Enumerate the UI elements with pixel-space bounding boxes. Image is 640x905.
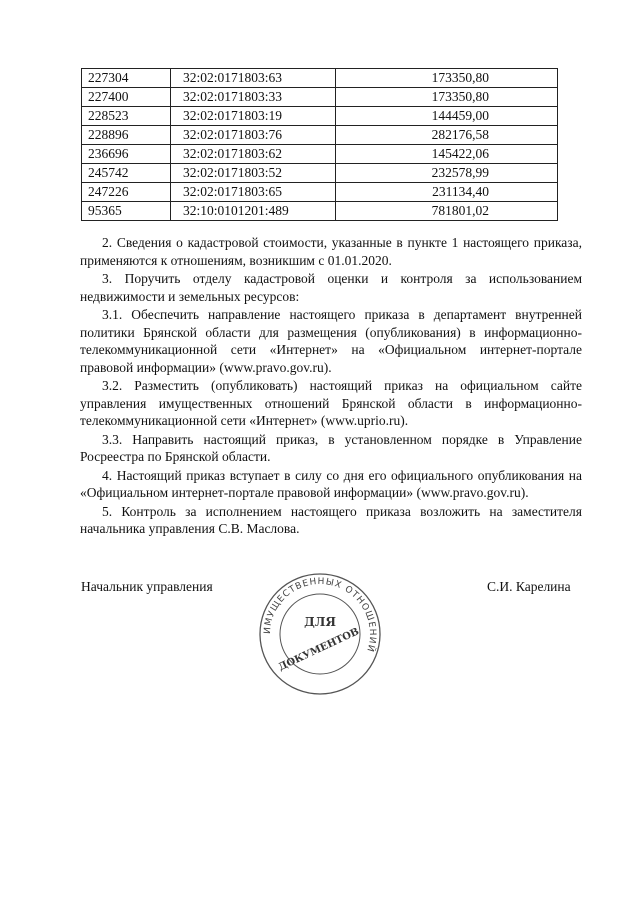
- row-number-cell: 236696: [82, 145, 171, 164]
- paragraph-2: 2. Сведения о кадастровой стоимости, указанные в пункте 1 настоящего приказа, применяются к отношениям, возникшим с 01.01.2020.: [80, 235, 582, 268]
- cadastral-value-cell: 173350,80: [336, 88, 558, 107]
- paragraph-4: 4. Настоящий приказ вступает в силу со дня его официального опубликования на «Официальном интернет-портале правовой информации» (www.pravo.gov.ru).: [80, 467, 582, 500]
- cadastral-value-cell: 231134,40: [336, 183, 558, 202]
- paragraph-3: 3. Поручить отделу кадастровой оценки и контроля за использованием недвижимости и земельных ресурсов:: [80, 271, 582, 304]
- cadastral-number-cell: 32:02:0171803:19: [171, 107, 336, 126]
- cadastral-value-cell: 232578,99: [336, 164, 558, 183]
- cadastral-number-cell: 32:02:0171803:76: [171, 126, 336, 145]
- cadastral-number-cell: 32:10:0101201:489: [171, 202, 336, 221]
- paragraph-5: 5. Контроль за исполнением настоящего приказа возложить на заместителя начальника управления С.В. Маслова.: [80, 503, 582, 536]
- table-row: [82, 164, 558, 183]
- cadastral-value-cell: 145422,06: [336, 145, 558, 164]
- row-number-cell: 227400: [82, 88, 171, 107]
- stamp-inner-text-2: ДОКУМЕНТОВ: [276, 626, 361, 674]
- cadastral-number-cell: 32:02:0171803:62: [171, 145, 336, 164]
- cadastral-value-cell: 282176,58: [336, 126, 558, 145]
- cadastral-value-cell: 144459,00: [336, 107, 558, 126]
- table-row: [82, 88, 558, 107]
- table-row: [82, 202, 558, 221]
- cadastral-number-cell: 32:02:0171803:52: [171, 164, 336, 183]
- table-row: [82, 69, 558, 88]
- stamp-outer-text: ИМУЩЕСТВЕННЫХ ОТНОШЕНИЙ: [262, 576, 378, 654]
- cadastral-value-table: [81, 68, 558, 221]
- row-number-cell: 245742: [82, 164, 171, 183]
- document-body: [80, 234, 582, 538]
- table-row: [82, 145, 558, 164]
- cadastral-number-cell: 32:02:0171803:65: [171, 183, 336, 202]
- signature-title: Начальник управления: [81, 579, 213, 594]
- cadastral-value-cell: 173350,80: [336, 69, 558, 88]
- cadastral-value-cell: 781801,02: [336, 202, 558, 221]
- paragraph-3-1: 3.1. Обеспечить направление настоящего приказа в департамент внутренней политики Брянской области для размещения (опубликования) в информационно-телекоммуникационной сети «Интернет» на «Официальном интернет-портале правовой информации» (www.pravo.gov.ru).: [80, 307, 582, 375]
- stamp-inner-text-1: ДЛЯ: [304, 615, 336, 629]
- row-number-cell: 95365: [82, 202, 171, 221]
- row-number-cell: 228896: [82, 126, 171, 145]
- paragraph-3-2: 3.2. Разместить (опубликовать) настоящий приказ на официальном сайте управления имущественных отношений Брянской области в информационно-телекоммуникационной сети «Интернет» (www.uprio.ru).: [80, 378, 582, 428]
- paragraph-3-3: 3.3. Направить настоящий приказ, в установленном порядке в Управление Росреестра по Брянской области.: [80, 431, 582, 464]
- row-number-cell: 227304: [82, 69, 171, 88]
- official-stamp: [256, 570, 384, 698]
- table-row: [82, 107, 558, 126]
- cadastral-number-cell: 32:02:0171803:63: [171, 69, 336, 88]
- table-row: [82, 183, 558, 202]
- signature-name: С.И. Карелина: [487, 579, 571, 594]
- row-number-cell: 228523: [82, 107, 171, 126]
- row-number-cell: 247226: [82, 183, 171, 202]
- cadastral-number-cell: 32:02:0171803:33: [171, 88, 336, 107]
- table-body: [82, 69, 558, 221]
- table-row: [82, 126, 558, 145]
